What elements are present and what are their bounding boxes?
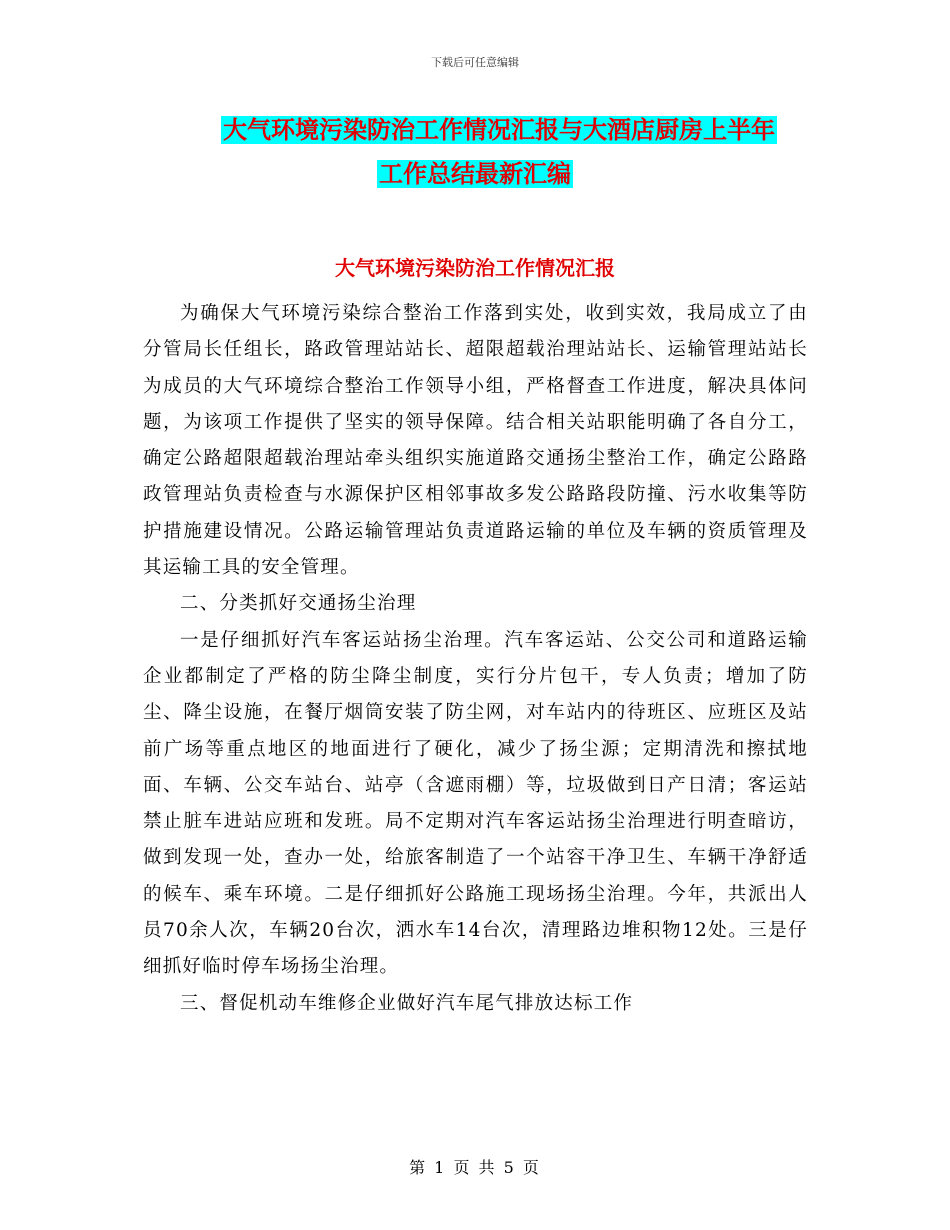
document-title-text-2: 工作总结最新汇编: [379, 160, 571, 188]
body-text: [143, 296, 808, 1022]
page-number: 第 1 页 共 5 页: [409, 1158, 541, 1177]
document-title-line-1: [24, 114, 950, 146]
paragraph: 二、分类抓好交通扬尘治理: [180, 593, 417, 615]
document-title-line-2: [0, 158, 950, 190]
paragraph: 三、督促机动车维修企业做好汽车尾气排放达标工作: [180, 992, 634, 1014]
paragraph: 一是仔细抓好汽车客运站扬尘治理。汽车客运站、公交公司和道路运输企业都制定了严格的防尘降尘制度，实行分片包干，专人负责；增加了防尘、降尘设施，在餐厅烟筒安装了防尘网，对车站内的待班区、应班区及站前广场等重点地区的地面进行了硬化，减少了扬尘源；定期清洗和擦拭地面、车辆、公交车站台、站亭（含遮雨棚）等，垃圾做到日产日清；客运站禁止脏车进站应班和发班。局不定期对汽车客运站扬尘治理进行明查暗访，做到发现一处，查办一处，给旅客制造了一个站容干净卫生、车辆干净舒适的候车、乘车环境。二是仔细抓好公路施工现场扬尘治理。今年，共派出人员70余人次，车辆20台次，洒水车14台次，清理路边堆积物12处。三是仔细抓好临时停车场扬尘治理。: [143, 629, 808, 978]
section-title: 大气环境污染防治工作情况汇报: [335, 256, 615, 280]
header-note: 下载后可任意编辑: [431, 56, 519, 69]
document-title-text-1: 大气环境污染防治工作情况汇报与大酒店厨房上半年: [223, 116, 775, 144]
paragraph: 为确保大气环境污染综合整治工作落到实处，收到实效，我局成立了由分管局长任组长，路政管理站站长、超限超载治理站站长、运输管理站站长为成员的大气环境综合整治工作领导小组，严格督查工作进度，解决具体问题，为该项工作提供了坚实的领导保障。结合相关站职能明确了各自分工，确定公路超限超载治理站牵头组织实施道路交通扬尘整治工作，确定公路路政管理站负责检查与水源保护区相邻事故多发公路路段防撞、污水收集等防护措施建设情况。公路运输管理站负责道路运输的单位及车辆的资质管理及其运输工具的安全管理。: [143, 303, 808, 579]
